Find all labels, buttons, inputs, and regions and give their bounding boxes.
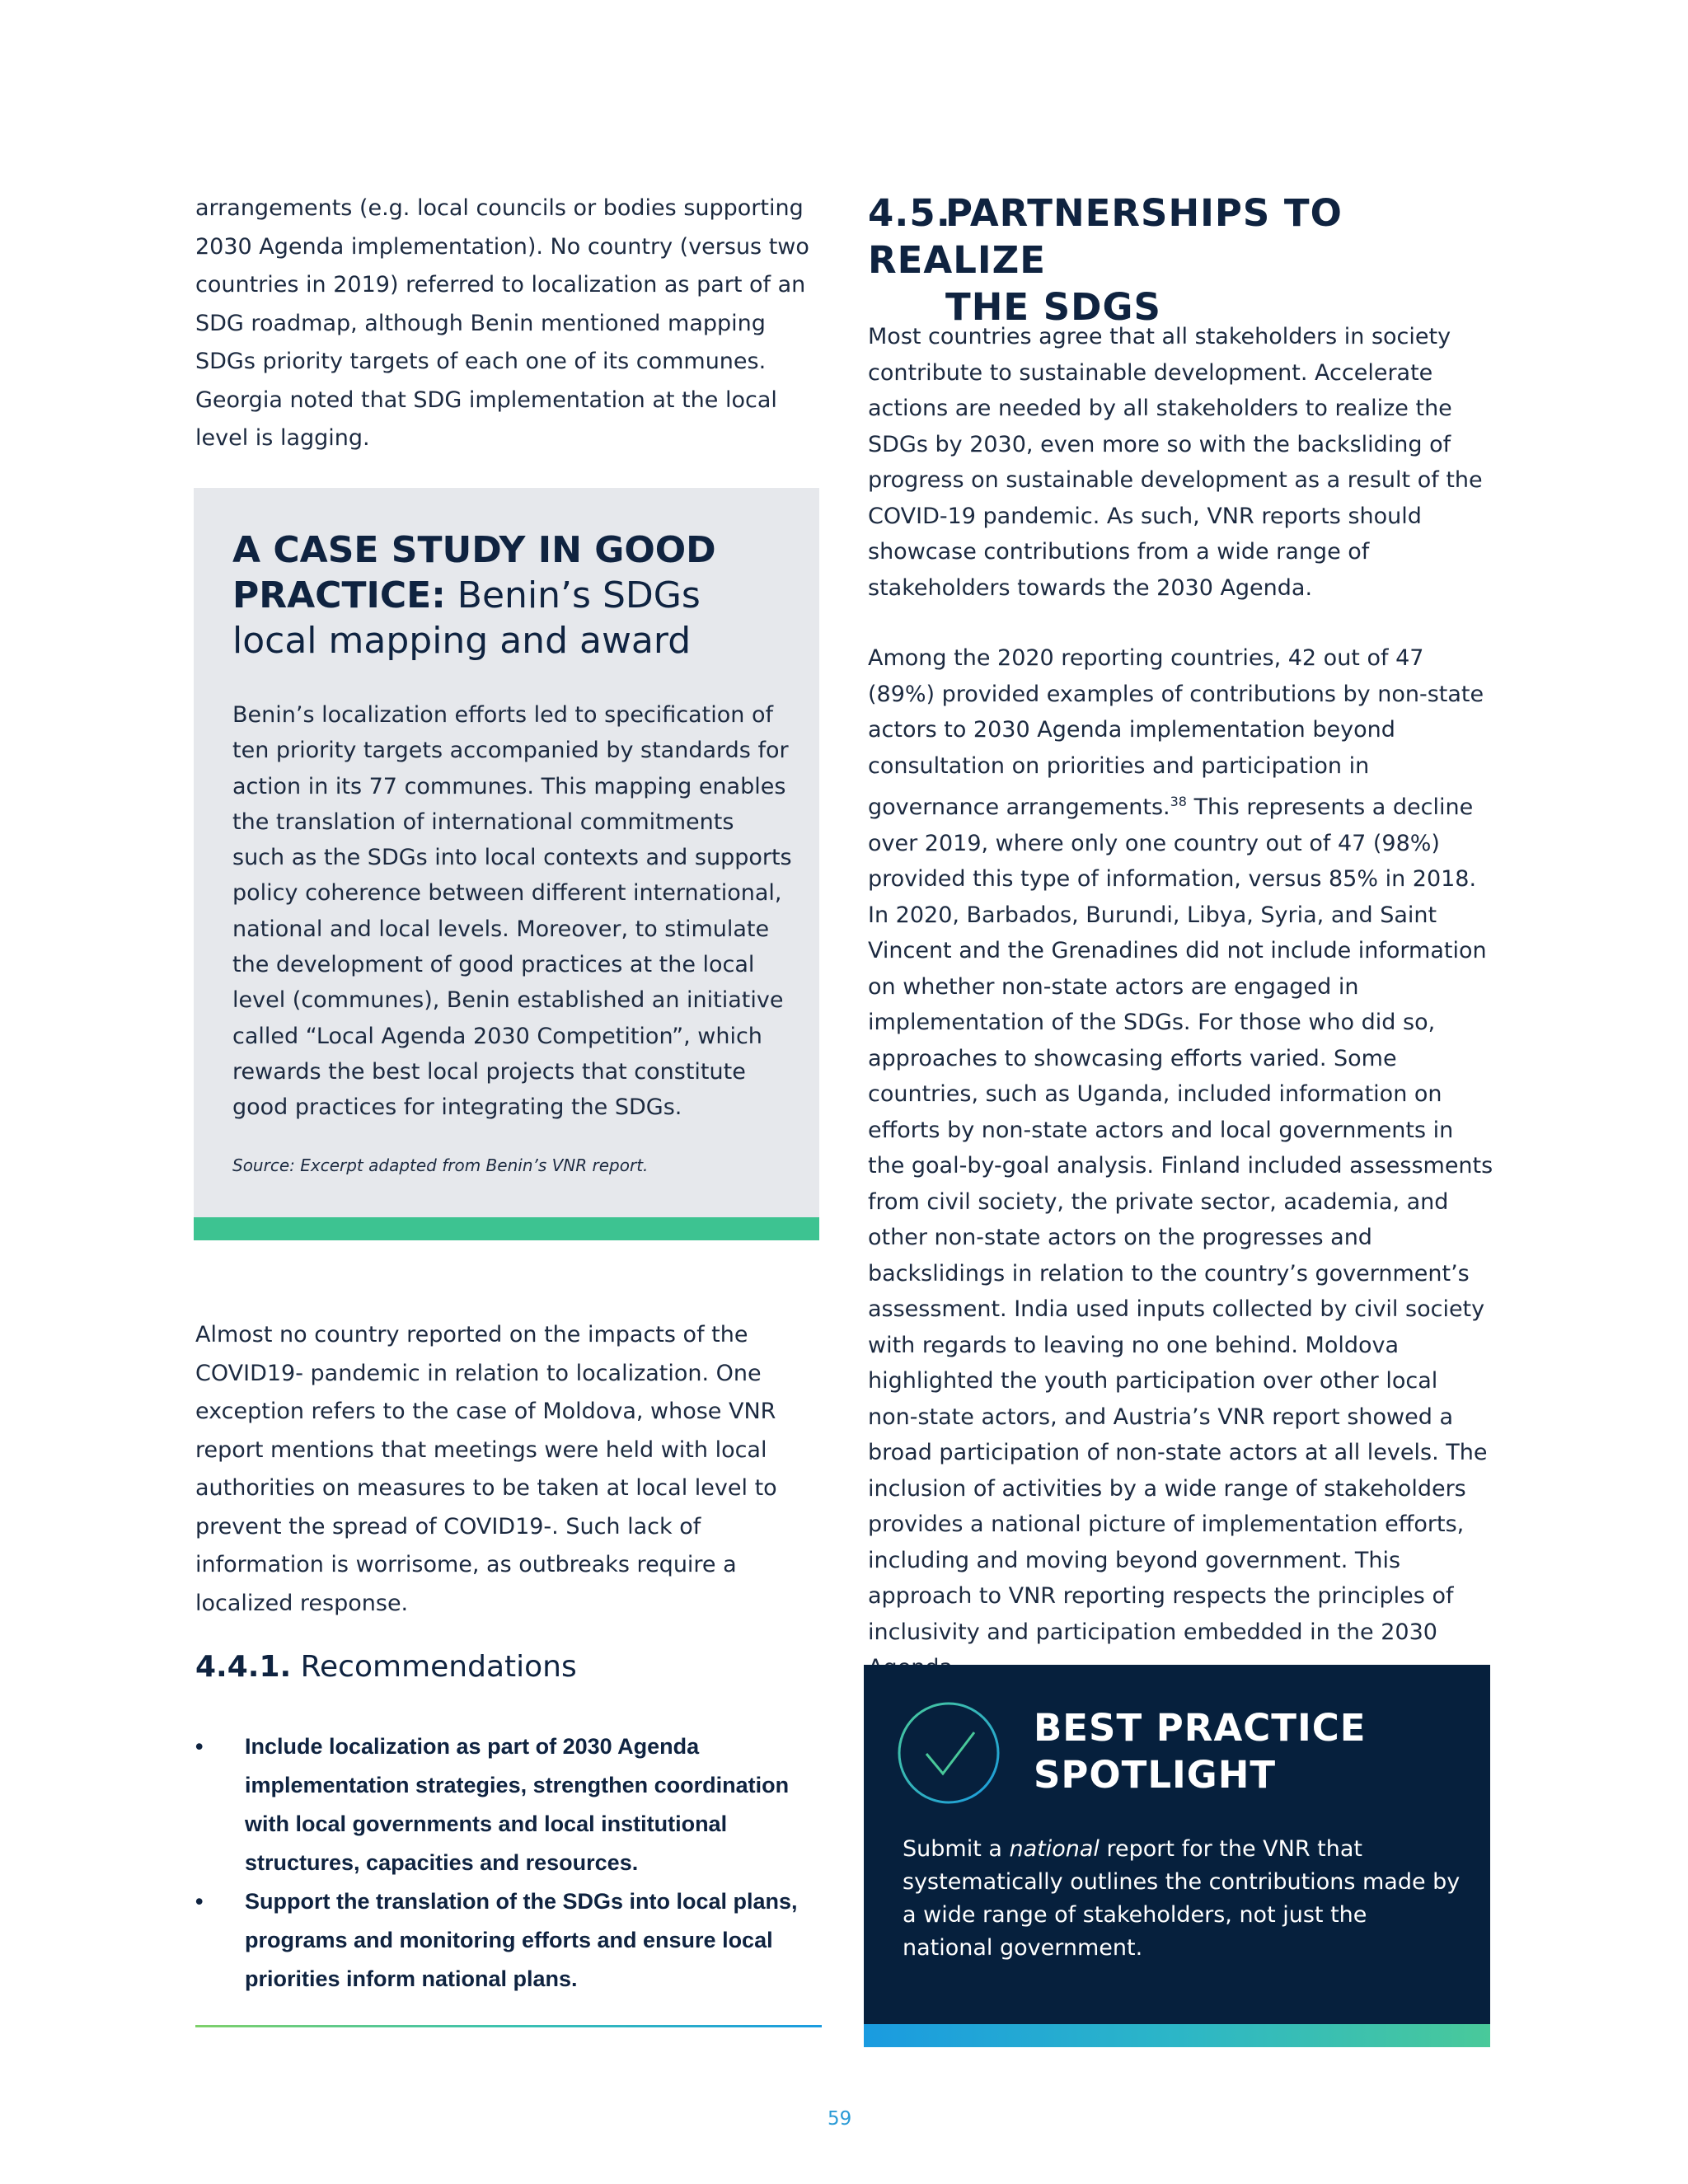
bullet-icon: • xyxy=(195,1734,204,1759)
best-practice-title-line2: SPOTLIGHT xyxy=(1034,1753,1277,1797)
recommendations-list xyxy=(195,1727,830,1999)
partnerships-paragraph-2 xyxy=(868,640,1494,1686)
case-study-title xyxy=(232,527,793,663)
partnerships-title-line2: THE SDGS xyxy=(945,285,1161,329)
bullet-icon: • xyxy=(195,1889,204,1914)
recommendation-text: Support the translation of the SDGs into local plans, programs and monitoring efforts and ensure local priorities inform national plans. xyxy=(245,1889,798,1991)
partnerships-paragraph-2b: This represents a decline over 2019, where only one country out of 47 (98%) provided this type of information, versus 85% in 2018. In 2020, Barbados, Burundi, Libya, Syria, and Saint Vincent and the Grenadines did not include information on whether non-state actors are engaged in implementation of the SDGs. For those who did so, approaches to showcasing efforts varied. Some countries, such as Uganda, included information on efforts by non-state actors and local governments in the goal-by-goal analysis. Finland included assessments from civil society, the private sector, academia, and other non-state actors on the progresses and backslidings in relation to the country’s government’s assessment. India used inputs collected by civil society with regards to leaving no one behind. Moldova highlighted the youth participation over other local non-state actors, and Austria’s VNR report showed a broad participation of non-state actors at all levels. The inclusion of activities by a wide range of stakeholders provides a national picture of implementation efforts, including and moving beyond government. This approach to VNR reporting respects the principles of inclusivity and participation embedded in the 2030 xyxy=(868,794,1493,1645)
case-study-box xyxy=(194,488,819,1240)
case-study-title-bold-2: PRACTICE: xyxy=(232,574,446,616)
recommendations-title: Recommendations xyxy=(291,1650,577,1684)
case-study-body: Benin’s localization efforts led to specification of ten priority targets accompanied by standards for action in its 77 communes. This mapping enables the translation of international commitments such as the SDGs into local contexts and supports policy coherence between different international, national and local levels. Moreover, to stimulate the development of good practices at the local level (communes), Benin established an initiative called “Local Agenda 2030 Competition”, which rewards the best local projects that constitute good practices for integrating the SDGs. xyxy=(232,702,792,1121)
checkmark-circle-icon xyxy=(895,1699,1002,1807)
recommendations-divider xyxy=(195,2025,822,2027)
case-study-title-rest: Benin’s SDGs local mapping and award xyxy=(232,574,701,662)
covid-paragraph: Almost no country reported on the impacts of the COVID19- pandemic in relation to localization. One exception refers to the case of Moldova, whose VNR report mentions that meetings were held with local authorities on measures to be taken at local level to prevent the spread of COVID19-. Such lack of information is worrisome, as outbreaks require a localized response. xyxy=(195,1322,777,1616)
best-practice-gradient-bar xyxy=(864,2024,1490,2047)
recommendations-heading xyxy=(195,1650,577,1684)
partnerships-title-line1: PARTNERSHIPS TO REALIZE xyxy=(868,191,1343,282)
case-study-accent-bar xyxy=(194,1217,819,1240)
best-practice-text-b: report for the VNR that systematically outlines the contributions made by a wide range of stakeholders, not just the national government. xyxy=(903,1836,1461,1961)
page-number: 59 xyxy=(828,2108,852,2130)
recommendations-number: 4.4.1. xyxy=(195,1650,292,1684)
best-practice-title xyxy=(1034,1704,1367,1798)
recommendation-text: Include localization as part of 2030 Agenda implementation strategies, strengthen coordination with local governments and local institutional structures, capacities and resources. xyxy=(245,1734,790,1875)
footnote-marker: 38 xyxy=(1170,794,1187,809)
list-item xyxy=(195,1882,830,1999)
partnerships-number: 4.5. xyxy=(868,191,951,235)
best-practice-text-emphasis: national xyxy=(1009,1836,1100,1862)
list-item xyxy=(195,1727,830,1882)
best-practice-title-line1: BEST PRACTICE xyxy=(1034,1706,1367,1750)
best-practice-box xyxy=(864,1665,1490,2024)
case-study-title-bold-1: A CASE STUDY IN GOOD xyxy=(232,529,716,571)
best-practice-text xyxy=(903,1833,1463,1965)
intro-paragraph: arrangements (e.g. local councils or bodies supporting 2030 Agenda implementation). No country (versus two countries in 2019) referred to localization as part of an SDG roadmap, although Benin mentioned mapping SDGs priority targets of each one of its communes. Georgia noted that SDG implementation at the local level is lagging. xyxy=(195,195,809,451)
best-practice-text-a: Submit a xyxy=(903,1836,1010,1862)
case-study-source: Source: Excerpt adapted from Benin’s VNR report. xyxy=(232,1155,649,1175)
partnerships-paragraph-1: Most countries agree that all stakeholders in society contribute to sustainable development. Accelerate actions are needed by all stakeholders to realize the SDGs by 2030, even more so with the backsliding of progress on sustainable development as a result of the COVID-19 pandemic. As such, VNR reports should showcase contributions from a wide range of stakeholders towards the 2030 Agenda. xyxy=(868,324,1483,601)
partnerships-paragraph-2a: Among the 2020 reporting countries, 42 out of 47 (89%) provided examples of contributions by non-state actors to 2030 Agenda implementation beyond consultation on priorities and participation in governance arrangements. xyxy=(868,645,1484,820)
partnerships-heading xyxy=(868,190,1494,330)
